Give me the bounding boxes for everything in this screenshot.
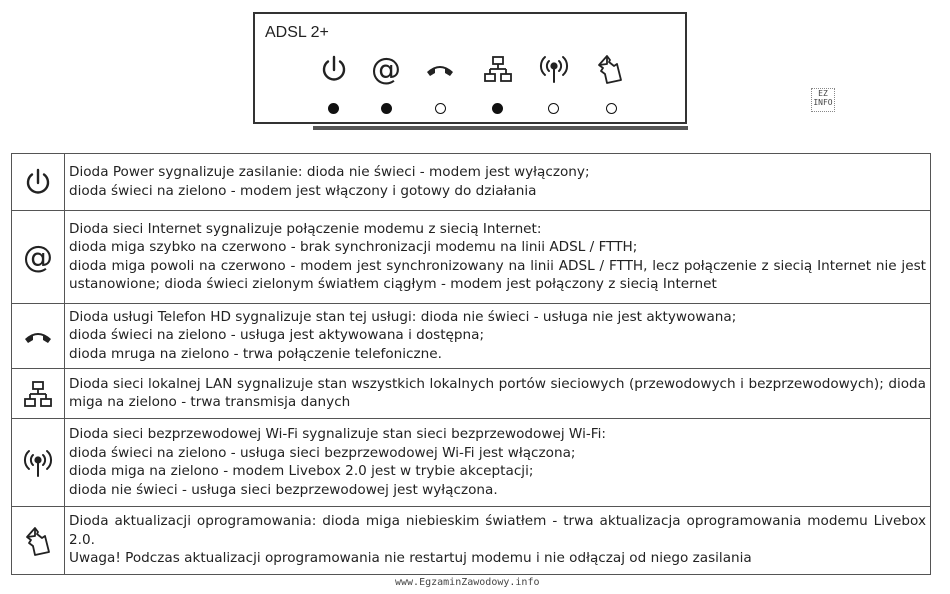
legend-row-update <box>12 507 931 575</box>
led-phone <box>435 103 446 114</box>
legend-line: dioda miga powoli na czerwono - modem jest synchronizowany na linii ADSL / FTTH, lecz połączenie z siecią Internet nie jest ustanowione; dioda świeci zielonym światłem ciągłym - modem jest połączony z siecią Internet <box>69 257 926 292</box>
legend-line: dioda mruga na zielono - trwa połączenie telefoniczne. <box>69 345 442 362</box>
legend-text <box>65 419 931 507</box>
phone-icon <box>423 52 457 86</box>
led-power <box>328 103 339 114</box>
legend-table <box>11 153 931 575</box>
legend-text <box>65 304 931 369</box>
legend-text <box>65 154 931 211</box>
legend-row-power <box>12 154 931 211</box>
led-update <box>606 103 617 114</box>
power-icon <box>12 154 65 211</box>
legend-line: dioda świeci na zielono - usługa sieci bezprzewodowej Wi-Fi jest włączona; <box>69 444 576 461</box>
legend-line: Dioda usługi Telefon HD sygnalizuje stan tej usługi: dioda nie świeci - usługa nie jest aktywowana; <box>69 308 737 325</box>
legend-line: dioda miga szybko na czerwono - brak synchronizacji modemu na linii ADSL / FTTH; <box>69 239 638 255</box>
power-icon <box>317 52 351 86</box>
legend-line: Dioda sieci bezprzewodowej Wi-Fi sygnalizuje stan sieci bezprzewodowej Wi-Fi: <box>69 426 606 442</box>
legend-line: Dioda aktualizacji oprogramowania: dioda miga niebieskim światłem - trwa aktualizacja oprogramowania modemu Livebox 2.0. <box>69 513 926 548</box>
wifi-antenna-icon <box>537 52 571 86</box>
legend-line: Dioda Power sygnalizuje zasilanie: dioda nie świeci - modem jest wyłączony; <box>69 164 590 180</box>
legend-line: Dioda sieci Internet sygnalizuje połączenie modemu z siecią Internet: <box>69 220 542 237</box>
at-icon <box>369 52 403 86</box>
at-icon <box>12 211 65 304</box>
phone-icon <box>12 304 65 369</box>
network-icon <box>12 369 65 419</box>
led-internet <box>381 103 392 114</box>
legend-line: dioda świeci na zielono - modem jest włączony i gotowy do działania <box>69 182 537 199</box>
legend-line: Dioda sieci lokalnej LAN sygnalizuje stan wszystkich lokalnych portów sieciowych (przewodowych i bezprzewodowych); dioda miga na zielono - trwa transmisja danych <box>69 375 926 410</box>
modem-panel <box>253 12 687 124</box>
legend-line: Uwaga! Podczas aktualizacji oprogramowania nie restartuj modemu i nie odłączaj od niego zasilania <box>69 550 752 567</box>
led-lan <box>492 103 503 114</box>
network-icon <box>481 52 515 86</box>
legend-row-wifi <box>12 419 931 507</box>
footer-url[interactable]: www.EgzaminZawodowy.info <box>395 577 540 588</box>
modem-title: ADSL 2+ <box>265 24 329 41</box>
legend-text <box>65 369 931 419</box>
legend-line: dioda świeci na zielono - usługa jest aktywowana i dostępna; <box>69 327 485 344</box>
legend-row-phone <box>12 304 931 369</box>
site-logo: EZ INFO <box>811 88 835 112</box>
wifi-antenna-icon <box>12 419 65 507</box>
legend-row-lan <box>12 369 931 419</box>
led-wifi <box>548 103 559 114</box>
legend-line: dioda miga na zielono - modem Livebox 2.0 jest w trybie akceptacji; <box>69 463 534 479</box>
legend-row-internet <box>12 211 931 304</box>
modem-base <box>313 126 688 130</box>
update-hand-icon <box>12 507 65 575</box>
update-hand-icon <box>593 52 627 86</box>
legend-line: dioda nie świeci - usługa sieci bezprzewodowej jest wyłączona. <box>69 481 498 498</box>
legend-text <box>65 211 931 304</box>
legend-text <box>65 507 931 575</box>
